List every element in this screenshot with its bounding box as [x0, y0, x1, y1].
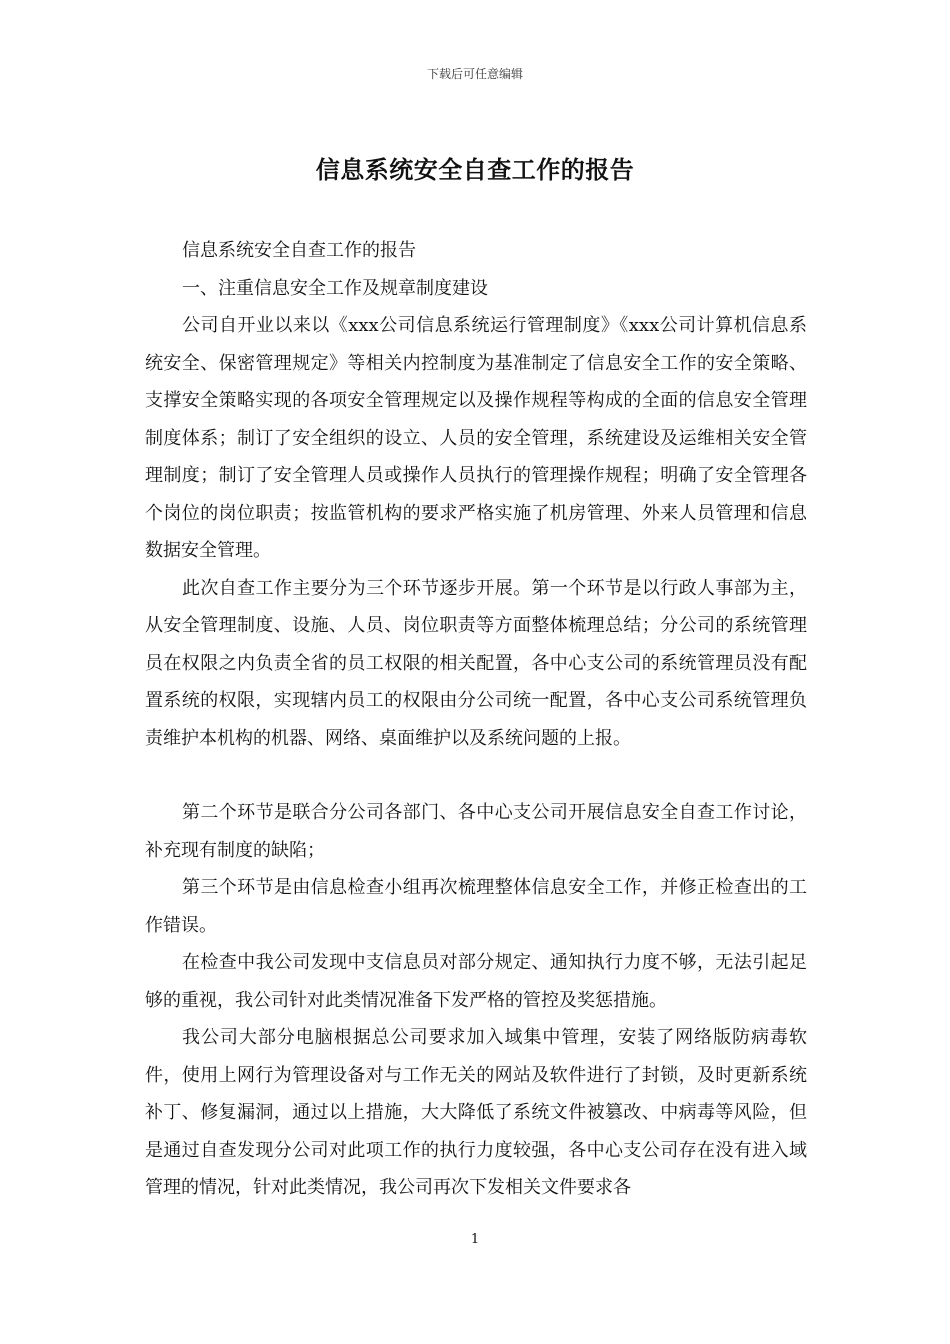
paragraph: 在检查中我公司发现中支信息员对部分规定、通知执行力度不够，无法引起足够的重视，我公司针对此类情况准备下发严格的管控及奖惩措施。 — [145, 952, 807, 1011]
section-heading: 一、注重信息安全工作及规章制度建设 — [182, 277, 488, 299]
paragraph-subtitle: 信息系统安全自查工作的报告 — [182, 240, 416, 261]
paragraph: 公司自开业以来以《xxx公司信息系统运行管理制度》《xxx公司计算机信息系统安全、保密管理规定》等相关内控制度为基准制定了信息安全工作的安全策略、支撑安全策略实现的各项安全管理规定以及操作规程等构成的全面的信息安全管理制度体系；制订了安全组织的设立、人员的安全管理，系统建设及运维相关安全管理制度；制订了安全管理人员或操作人员执行的管理操作规程；明确了安全管理各个岗位的岗位职责；按监管机构的要求严格实施了机房管理、外来人员管理和信息数据安全管理。 — [145, 315, 807, 561]
paragraph: 第三个环节是由信息检查小组再次梳理整体信息安全工作，并修正检查出的工作错误。 — [145, 877, 807, 936]
page-header: 下载后可任意编辑 — [426, 67, 523, 81]
page-number: 1 — [470, 1232, 480, 1247]
document-title: 信息系统安全自查工作的报告 — [315, 155, 635, 184]
paragraph: 我公司大部分电脑根据总公司要求加入域集中管理，安装了网络版防病毒软件，使用上网行为管理设备对与工作无关的网站及软件进行了封锁，及时更新系统补丁、修复漏洞，通过以上措施，大大降低了系统文件被篡改、中病毒等风险，但是通过自查发现分公司对此项工作的执行力度较强，各中心支公司存在没有进入域管理的情况，针对此类情况，我公司再次下发相关文件要求各 — [145, 1027, 807, 1198]
paragraph: 第二个环节是联合分公司各部门、各中心支公司开展信息安全自查工作讨论，补充现有制度的缺陷； — [145, 802, 807, 861]
document-body — [145, 232, 807, 1207]
paragraph: 此次自查工作主要分为三个环节逐步开展。第一个环节是以行政人事部为主，从安全管理制度、设施、人员、岗位职责等方面整体梳理总结；分公司的系统管理员在权限之内负责全省的员工权限的相关配置，各中心支公司的系统管理员没有配置系统的权限，实现辖内员工的权限由分公司统一配置，各中心支公司系统管理负责维护本机构的机器、网络、桌面维护以及系统问题的上报。 — [145, 577, 807, 749]
